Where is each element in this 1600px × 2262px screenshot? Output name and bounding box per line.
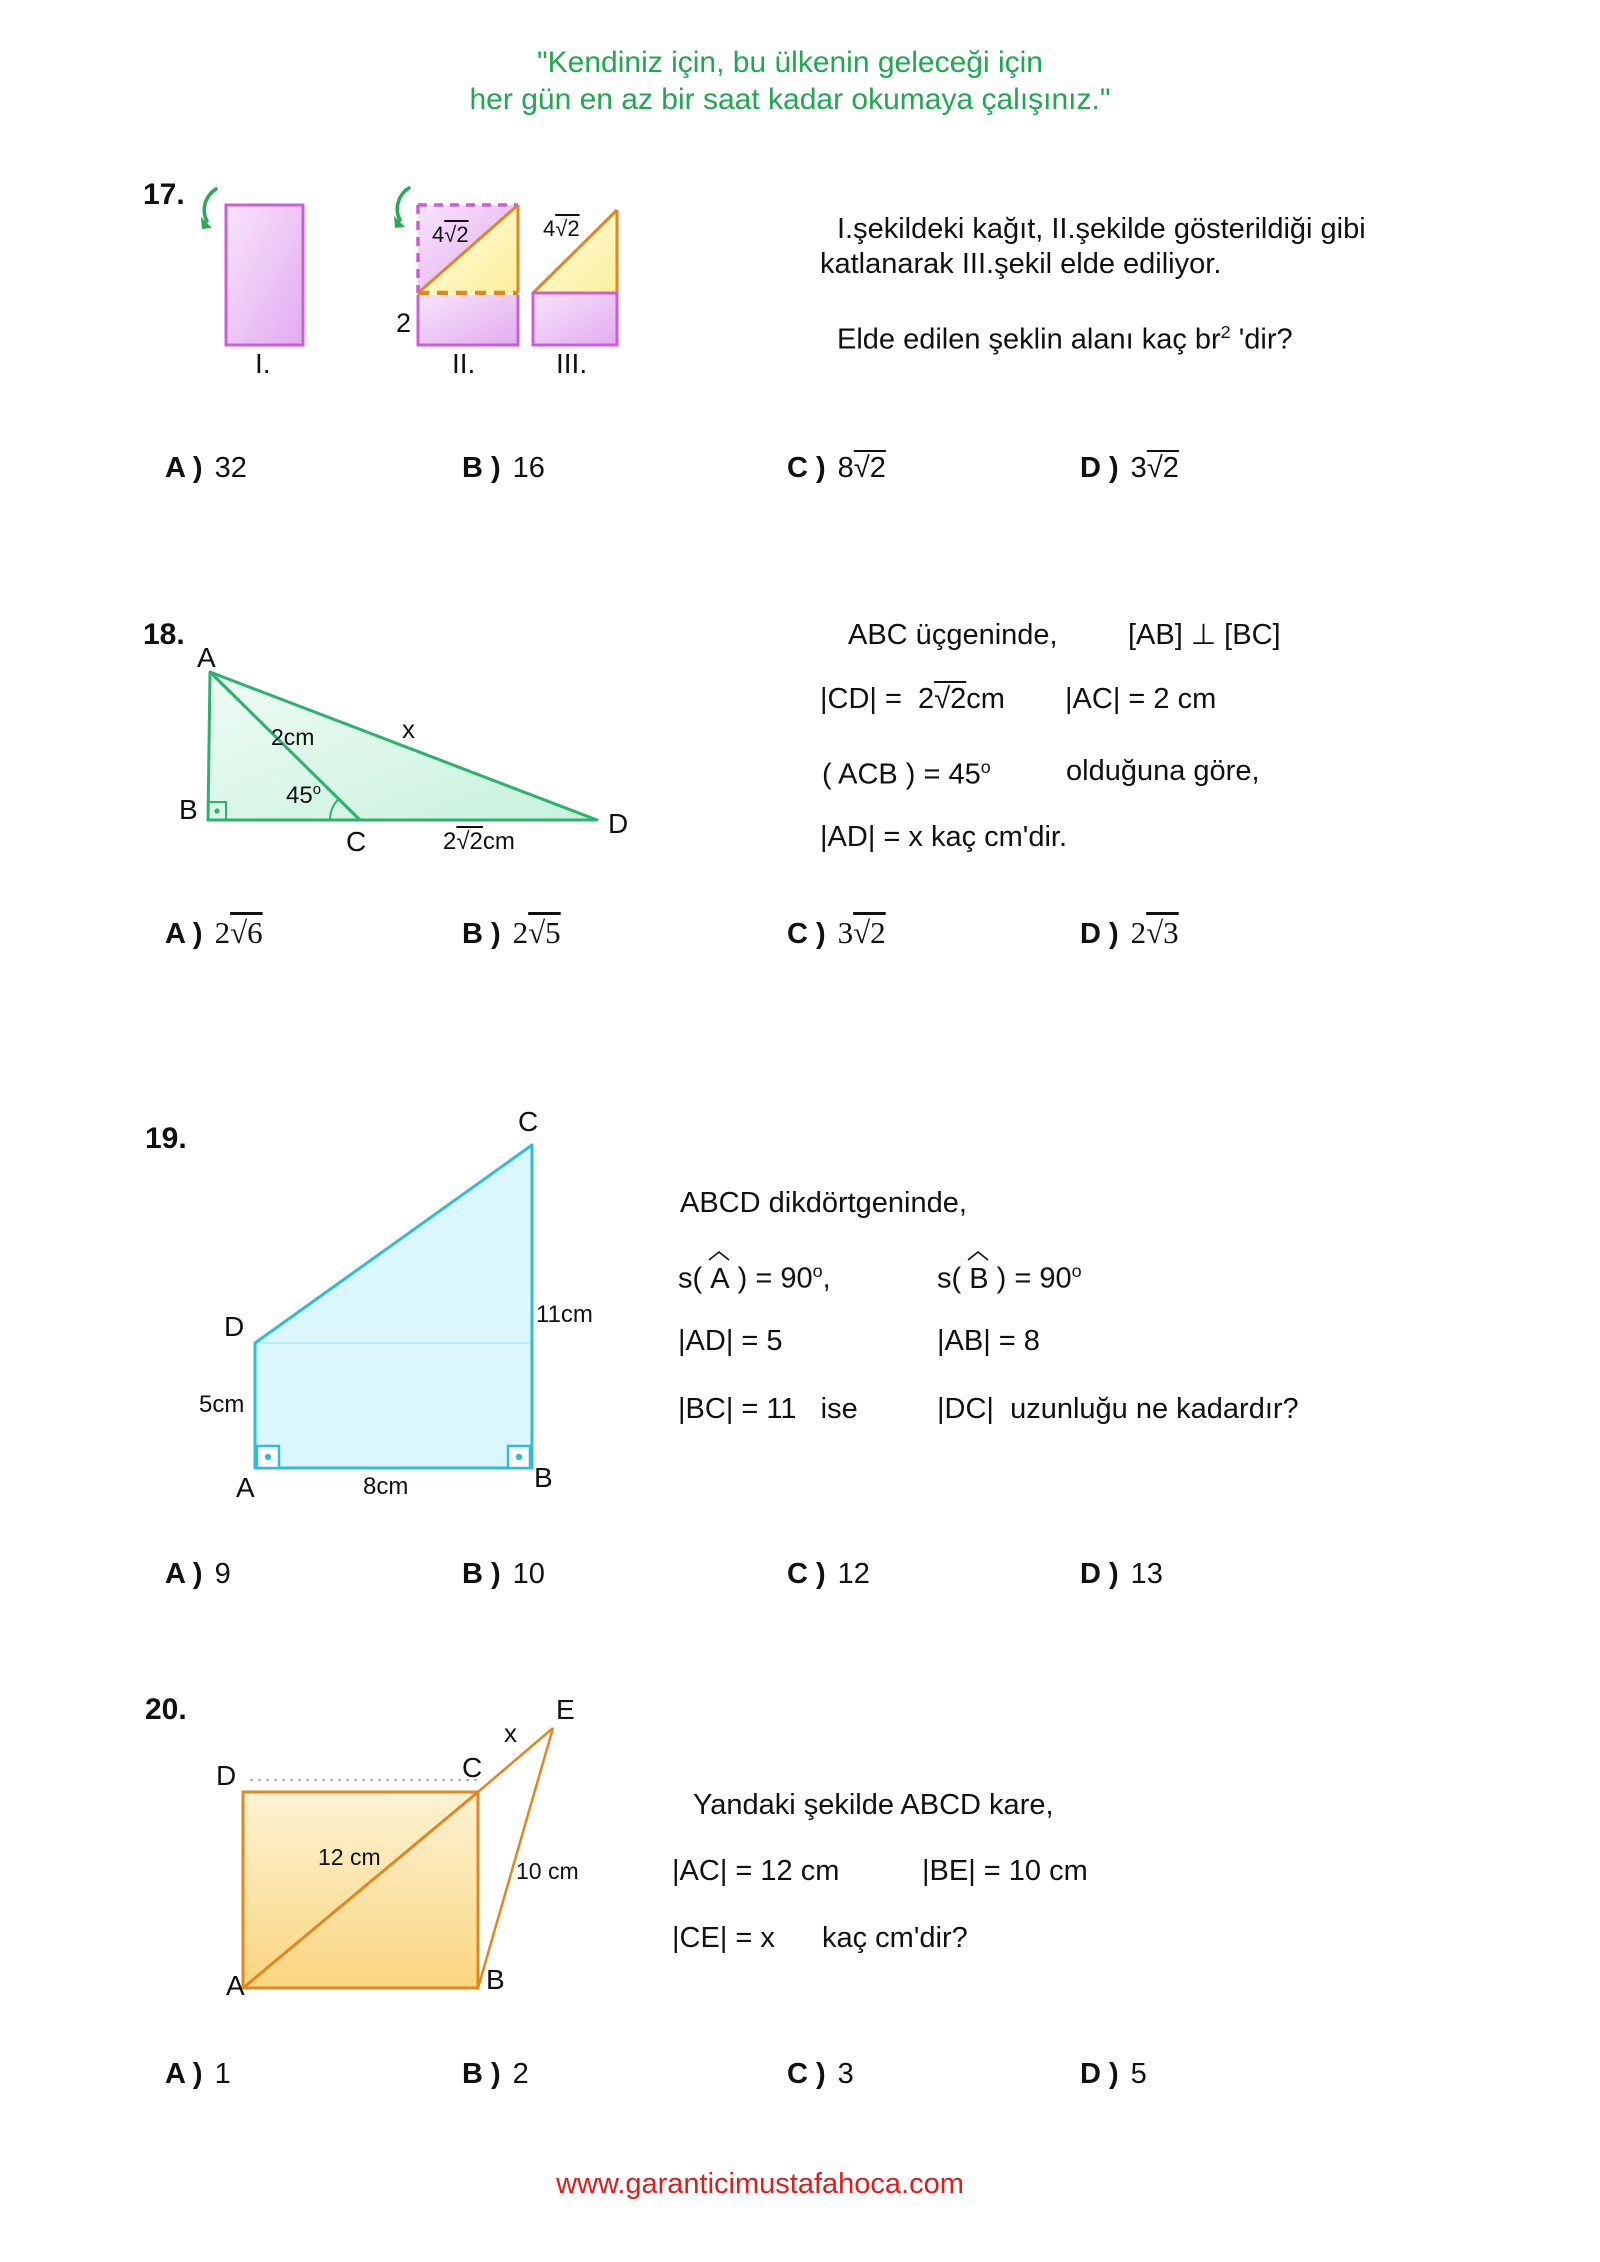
footer-url: www.garanticimustafahoca.com bbox=[556, 2168, 964, 2200]
q17-figures-diagram bbox=[190, 175, 750, 375]
q20-x-label: x bbox=[504, 1718, 517, 1748]
q19-answer-b: B ) 10 bbox=[462, 1558, 545, 1590]
q18-triangle-abd bbox=[208, 672, 597, 820]
q19-text-r2b: s( B ) = $90^o$ bbox=[937, 1254, 1082, 1296]
q17-question-superscript: 2 bbox=[1220, 322, 1231, 342]
q20-answer-d: D ) 5 bbox=[1080, 2058, 1147, 2090]
q18-angle-label: 45$^o$ bbox=[286, 782, 321, 809]
q19-answer-a: A ) 9 bbox=[165, 1558, 231, 1590]
right-angle-dot bbox=[516, 1454, 522, 1460]
q18-text-r3b: olduğuna göre, bbox=[1066, 755, 1260, 787]
angle-hat-icon bbox=[707, 1251, 731, 1261]
q17-figure2-caption: II. bbox=[452, 348, 476, 379]
q18-answer-d: D ) 2√3 bbox=[1080, 915, 1179, 950]
q19-answer-d: D ) 13 bbox=[1080, 1558, 1163, 1590]
q20-be-length-label: 10 cm bbox=[516, 1858, 579, 1884]
q18-cd-length-label: 2√2cm bbox=[443, 828, 515, 855]
q19-text-r1: ABCD dikdörtgeninde, bbox=[680, 1187, 967, 1219]
q20-ac-length-label: 12 cm bbox=[318, 1844, 381, 1870]
q19-text-r4b: |DC| uzunluğu ne kadardır? bbox=[937, 1393, 1299, 1425]
angle-hat-icon bbox=[966, 1251, 990, 1261]
q18-vertex-d: D bbox=[608, 808, 629, 839]
q18-text-r3a: ( ACB ) = $45^o$ bbox=[822, 757, 991, 791]
q17-prompt-line2: katlanarak III.şekil elde ediliyor. bbox=[820, 248, 1222, 280]
q18-vertex-b: B bbox=[179, 794, 198, 825]
header-quote-line2: her gün en az bir saat kadar okumaya çalışınız." bbox=[469, 83, 1111, 116]
q18-answer-a: A ) 2√6 bbox=[165, 915, 263, 950]
q18-text-r2b: |AC| = 2 cm bbox=[1065, 683, 1217, 715]
header-quote-line1: "Kendiniz için, bu ülkenin geleceği için bbox=[537, 46, 1043, 79]
q17-answer-a: A ) 32 bbox=[165, 452, 247, 484]
q20-text-r2a: |AC| = 12 cm bbox=[672, 1855, 840, 1887]
q17-prompt-line1: I.şekildeki kağıt, II.şekilde gösterildiği gibi bbox=[837, 213, 1366, 245]
q19-text-r3b: |AB| = 8 bbox=[937, 1325, 1040, 1357]
q17-answer-c: C ) 8√2 bbox=[787, 452, 886, 484]
q19-text-r3a: |AD| = 5 bbox=[678, 1325, 783, 1357]
q20-text-r2b: |BE| = 10 cm bbox=[922, 1855, 1088, 1887]
q19-ab-length-label: 8cm bbox=[363, 1473, 409, 1500]
q19-quad-abcd bbox=[255, 1145, 532, 1468]
q20-answer-c: C ) 3 bbox=[787, 2058, 854, 2090]
question-19-number: 19. bbox=[145, 1122, 187, 1155]
question-20-number: 20. bbox=[145, 1693, 187, 1726]
q20-vertex-c: C bbox=[462, 1752, 483, 1783]
q17-question-line: Elde edilen şeklin alanı kaç $br^2$ 'dir? bbox=[837, 322, 1293, 356]
q20-vertex-d: D bbox=[216, 1760, 237, 1791]
q20-vertex-b: B bbox=[486, 1964, 505, 1995]
q17-figure1-rect bbox=[226, 205, 303, 345]
q18-vertex-c: C bbox=[346, 826, 367, 857]
q20-answer-a: A ) 1 bbox=[165, 2058, 231, 2090]
q20-vertex-a: A bbox=[226, 1970, 245, 2001]
q20-text-r3b: kaç cm'dir? bbox=[822, 1922, 968, 1954]
q18-x-label: x bbox=[402, 714, 415, 744]
q20-vertex-e: E bbox=[556, 1694, 575, 1725]
q17-answer-b: B ) 16 bbox=[462, 452, 545, 484]
q19-vertex-d: D bbox=[224, 1311, 245, 1342]
fold-arrow-icon bbox=[201, 189, 216, 229]
q17-answer-d: D ) 3√2 bbox=[1080, 452, 1179, 484]
q19-text-r2a: s( A ) = $90^o$, bbox=[678, 1254, 831, 1296]
q19-text-r4a: |BC| = 11 ise bbox=[678, 1393, 858, 1425]
q17-figure3-hyp-label: 4√2 bbox=[543, 216, 580, 241]
q19-vertex-b: B bbox=[534, 1462, 553, 1493]
q17-figure1-caption: I. bbox=[255, 348, 271, 379]
fold-arrow-icon bbox=[394, 188, 409, 228]
q17-figure3-caption: III. bbox=[556, 348, 588, 379]
q20-text-r3a: |CE| = x bbox=[672, 1922, 775, 1954]
q18-text-r1b: [AB] ⊥ [BC] bbox=[1128, 619, 1281, 651]
q19-ad-length-label: 5cm bbox=[199, 1391, 245, 1418]
q17-figure2-side-label: 2 bbox=[396, 308, 412, 338]
q17-figure2-hyp-label: 4√2 bbox=[432, 222, 469, 247]
right-angle-dot bbox=[214, 808, 219, 813]
q20-text-r1: Yandaki şekilde ABCD kare, bbox=[693, 1789, 1054, 1821]
q18-answer-c: C ) 3√2 bbox=[787, 915, 886, 950]
q19-answer-c: C ) 12 bbox=[787, 1558, 870, 1590]
q20-answer-b: B ) 2 bbox=[462, 2058, 529, 2090]
question-18-number: 18. bbox=[143, 618, 185, 651]
q18-text-r4a: |AD| = x kaç cm'dir. bbox=[820, 821, 1068, 853]
q19-quadrilateral-diagram bbox=[230, 1125, 570, 1485]
q19-vertex-c: C bbox=[518, 1106, 539, 1137]
q20-square-diagram bbox=[230, 1695, 590, 2005]
q18-ac-length-label: 2cm bbox=[271, 724, 315, 750]
q19-vertex-a: A bbox=[236, 1472, 255, 1503]
q18-vertex-a: A bbox=[197, 642, 216, 673]
question-17-number: 17. bbox=[143, 178, 185, 211]
q19-bc-length-label: 11cm bbox=[536, 1301, 593, 1328]
header-quote bbox=[0, 44, 1580, 118]
q18-text-r1a: ABC üçgeninde, bbox=[848, 619, 1058, 651]
q18-answer-b: B ) 2√5 bbox=[462, 915, 561, 950]
q18-text-r2a: |CD| = 2√2cm bbox=[820, 683, 1005, 715]
right-angle-dot bbox=[265, 1454, 271, 1460]
